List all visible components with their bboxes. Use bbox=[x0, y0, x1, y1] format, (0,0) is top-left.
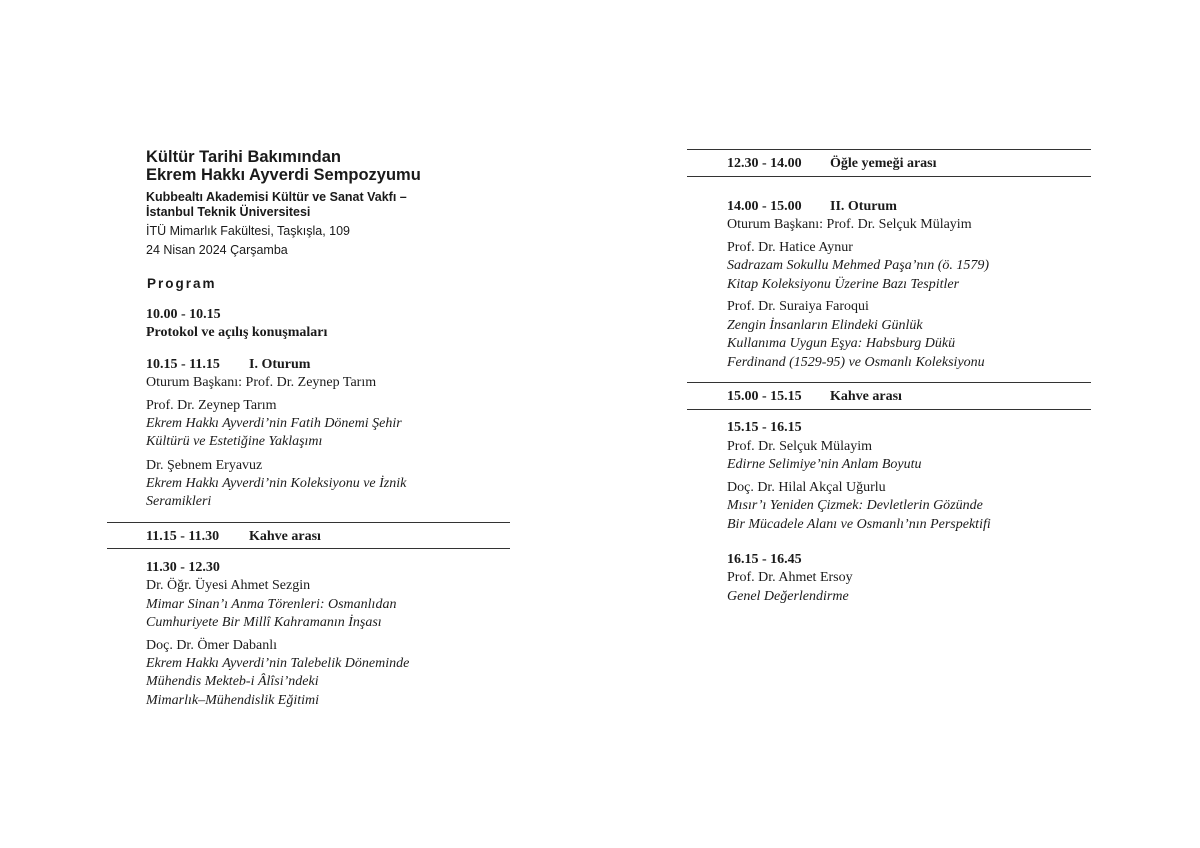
talk-title-line: Bir Mücadele Alanı ve Osmanlı’nın Perspektifi bbox=[727, 517, 991, 532]
divider bbox=[107, 548, 510, 549]
speaker: Dr. Şebnem Eryavuz bbox=[146, 458, 263, 473]
lunch-title: Öğle yemeği arası bbox=[830, 156, 937, 171]
talk-title-line: Mimar Sinan’ı Anma Törenleri: Osmanlıdan bbox=[146, 597, 397, 612]
closing-time: 16.15 - 16.45 bbox=[727, 552, 802, 567]
talk-title-line: Mısır’ı Yeniden Çizmek: Devletlerin Gözünde bbox=[727, 498, 983, 513]
session2-time: 14.00 - 15.00 bbox=[727, 199, 802, 214]
speaker: Prof. Dr. Selçuk Mülayim bbox=[727, 439, 873, 454]
talk-title-line: Ekrem Hakkı Ayverdi’nin Fatih Dönemi Şehir bbox=[146, 416, 402, 431]
speaker: Prof. Dr. Suraiya Faroqui bbox=[727, 299, 869, 314]
block2-time: 11.30 - 12.30 bbox=[146, 560, 220, 575]
talk-title-line: Mimarlık–Mühendislik Eğitimi bbox=[146, 693, 320, 708]
opening-time: 10.00 - 10.15 bbox=[146, 307, 221, 322]
lunch-row bbox=[727, 155, 937, 174]
session1-time: 10.15 - 11.15 bbox=[146, 357, 220, 372]
divider bbox=[687, 382, 1091, 383]
talk-title-line: Genel Değerlendirme bbox=[727, 589, 849, 604]
block3-time: 15.15 - 16.15 bbox=[727, 420, 802, 435]
speaker: Prof. Dr. Hatice Aynur bbox=[727, 240, 853, 255]
speaker: Doç. Dr. Hilal Akçal Uğurlu bbox=[727, 480, 886, 495]
break2-title: Kahve arası bbox=[830, 389, 902, 404]
session2-header bbox=[727, 198, 897, 217]
session1-chair: Oturum Başkanı: Prof. Dr. Zeynep Tarım bbox=[146, 375, 377, 390]
session2-title: II. Oturum bbox=[830, 199, 897, 214]
talk-title-line: Edirne Selimiye’nin Anlam Boyutu bbox=[727, 457, 922, 472]
symposium-title-line2: Ekrem Hakkı Ayverdi Sempozyumu bbox=[146, 166, 421, 184]
talk-title-line: Sadrazam Sokullu Mehmed Paşa’nın (ö. 1579) bbox=[727, 258, 990, 273]
break1-row bbox=[146, 528, 321, 547]
speaker: Prof. Dr. Ahmet Ersoy bbox=[727, 570, 853, 585]
lunch-time: 12.30 - 14.00 bbox=[727, 156, 802, 171]
talk-title-line: Mühendis Mekteb-i Âlîsi’ndeki bbox=[146, 674, 319, 689]
talk-title-line: Kültürü ve Estetiğine Yaklaşımı bbox=[146, 434, 323, 449]
talk-title-line: Seramikleri bbox=[146, 494, 212, 509]
event-date: 24 Nisan 2024 Çarşamba bbox=[146, 243, 288, 257]
talk-title-line: Ekrem Hakkı Ayverdi’nin Koleksiyonu ve İznik bbox=[146, 476, 407, 491]
talk-title-line: Ferdinand (1529-95) ve Osmanlı Koleksiyonu bbox=[727, 355, 985, 370]
program-heading: Program bbox=[147, 276, 217, 291]
talk-title-line: Zengin İnsanların Elindeki Günlük bbox=[727, 318, 923, 333]
opening-title: Protokol ve açılış konuşmaları bbox=[146, 325, 328, 340]
divider bbox=[687, 409, 1091, 410]
break2-time: 15.00 - 15.15 bbox=[727, 389, 802, 404]
divider bbox=[687, 149, 1091, 150]
speaker: Dr. Öğr. Üyesi Ahmet Sezgin bbox=[146, 578, 311, 593]
organizer-line1: Kubbealtı Akademisi Kültür ve Sanat Vakfı – bbox=[146, 190, 407, 204]
talk-title-line: Ekrem Hakkı Ayverdi’nin Talebelik Döneminde bbox=[146, 656, 410, 671]
break1-time: 11.15 - 11.30 bbox=[146, 529, 220, 544]
talk-title-line: Kitap Koleksiyonu Üzerine Bazı Tespitler bbox=[727, 277, 960, 292]
organizer-line2: İstanbul Teknik Üniversitesi bbox=[146, 205, 311, 219]
speaker: Prof. Dr. Zeynep Tarım bbox=[146, 398, 277, 413]
session1-title: I. Oturum bbox=[249, 357, 311, 372]
session1-header bbox=[146, 356, 310, 375]
divider bbox=[687, 176, 1091, 177]
speaker: Doç. Dr. Ömer Dabanlı bbox=[146, 638, 278, 653]
divider bbox=[107, 522, 510, 523]
talk-title-line: Kullanıma Uygun Eşya: Habsburg Dükü bbox=[727, 336, 956, 351]
break1-title: Kahve arası bbox=[249, 529, 321, 544]
venue: İTÜ Mimarlık Fakültesi, Taşkışla, 109 bbox=[146, 224, 350, 238]
talk-title-line: Cumhuriyete Bir Millî Kahramanın İnşası bbox=[146, 615, 382, 630]
break2-row bbox=[727, 388, 902, 407]
session2-chair: Oturum Başkanı: Prof. Dr. Selçuk Mülayim bbox=[727, 217, 972, 232]
symposium-title-line1: Kültür Tarihi Bakımından bbox=[146, 148, 341, 166]
